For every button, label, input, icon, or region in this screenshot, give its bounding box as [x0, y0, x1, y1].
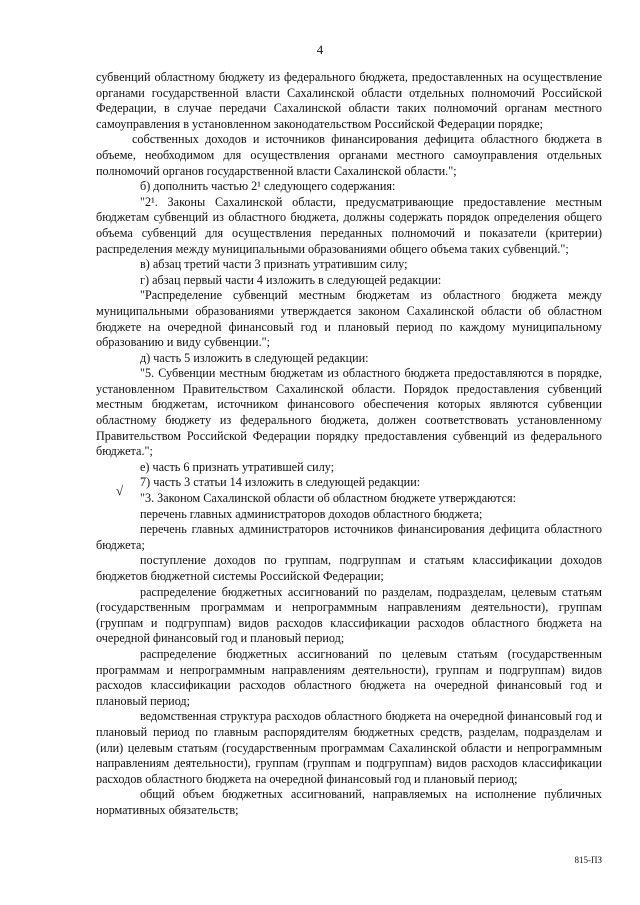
paragraph: 7) часть 3 статьи 14 изложить в следующей редакции:	[140, 475, 421, 490]
paragraph: е) часть 6 признать утратившей силу;	[140, 459, 335, 474]
paragraph: "5. Субвенции местным бюджетам из областного бюджета предоставляются в порядке, установленном Правительством Сахалинской области. Порядок предоставления субвенций местным бюджетам, источником финансового обеспечения которых являются субвенции областному бюджету из федерального бюджета, должен соответствовать установленному Правительством Российской Федерации порядку предоставления субвенций из федерального бюджета.";	[96, 366, 602, 459]
paragraph: распределение бюджетных ассигнований по целевым статьям (государственным программам и непрограммным направлениям деятельности), группам и подгруппам) видов расходов классификации расходов областного бюджета на очередной финансовый год и плановый период;	[96, 646, 602, 708]
paragraph: субвенций областному бюджету из федерального бюджета, предоставленных на осуществление органами государственной власти Сахалинской области отдельных полномочий Российской Федерации, в случае передачи Сахалинской области таких полномочий органам местного самоуправления в установленном законодательством Российской Федерации порядке;	[96, 70, 602, 131]
paragraph: перечень главных администраторов доходов областного бюджета;	[140, 506, 483, 521]
paragraph: общий объем бюджетных ассигнований, направляемых на исполнение публичных нормативных обязательств;	[96, 787, 602, 817]
paragraph: в) абзац третий части 3 признать утратившим силу;	[140, 257, 408, 272]
paragraph: ведомственная структура расходов областного бюджета на очередной финансовый год и плановый период по главным распорядителям бюджетных средств, разделам, подразделам и (или) целевым статьям (государственным программам Сахалинской области и непрограммным направлениям деятельности), группам (группам и подгруппам) видов расходов классификации расходов областного бюджета на очередной финансовый год и плановый период;	[96, 709, 602, 786]
page-number: 4	[316, 42, 324, 57]
document-body	[96, 70, 602, 819]
handwritten-checkmark: √	[116, 483, 124, 498]
paragraph: "Распределение субвенций местным бюджетам из областного бюджета между муниципальными образованиями утверждается законом Сахалинской области об областном бюджете на очередной финансовый год и плановый период по каждому муниципальному образованию и виду субвенции.";	[96, 288, 602, 350]
paragraph: перечень главных администраторов источников финансирования дефицита областного бюджета;	[96, 522, 602, 552]
document-code: 815-ПЗ	[574, 855, 602, 865]
paragraph: "3. Законом Сахалинской области об областном бюджете утверждаются:	[140, 491, 516, 506]
paragraph: поступление доходов по группам, подгруппам и статьям классификации доходов бюджетов бюджетной системы Российской Федерации;	[96, 553, 602, 583]
paragraph: д) часть 5 изложить в следующей редакции:	[140, 350, 369, 365]
paragraph: собственных доходов и источников финансирования дефицита областного бюджета в объеме, необходимом для осуществления органами местного самоуправления отдельных полномочий органов государственной власти Сахалинской области.";	[96, 132, 602, 178]
paragraph: распределение бюджетных ассигнований по разделам, подразделам, целевым статьям (государственным программам и непрограммным направлениям деятельности), группам (группам и подгруппам) видов расходов классификации расходов областного бюджета на очередной финансовый год и плановый период;	[96, 584, 602, 646]
paragraph: г) абзац первый части 4 изложить в следующей редакции:	[140, 272, 442, 287]
paragraph: "2¹. Законы Сахалинской области, предусматривающие предоставление местным бюджетам субвенций из областного бюджета, должны содержать порядок определения общего объема субвенций для осуществления переданных полномочий и показатели (критерии) распределения между муниципальными образованиями общего объема таких субвенций.";	[96, 194, 602, 256]
paragraph: б) дополнить частью 2¹ следующего содержания:	[140, 179, 396, 194]
